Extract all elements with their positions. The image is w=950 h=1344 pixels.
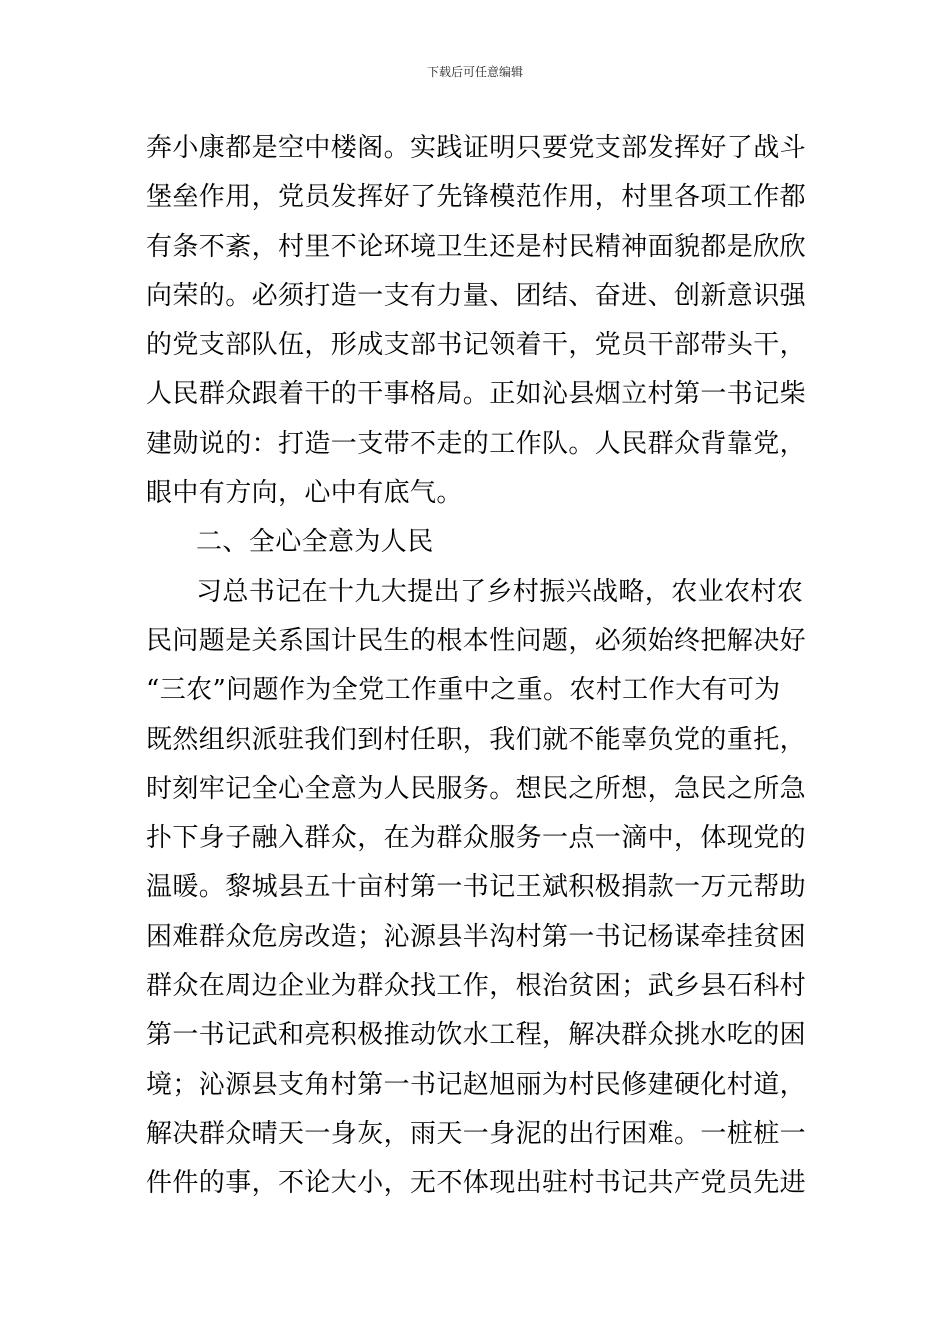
text-line-6: 人民群众跟着干的干事格局。正如沁县烟立村第一书记柴 — [146, 379, 807, 410]
text-line-20: 境；沁源县支角村第一书记赵旭丽为村民修建硬化村道， — [146, 1069, 807, 1100]
text-line-3: 有条不紊，村里不论环境卫生还是村民精神面貌都是欣欣 — [146, 231, 807, 262]
text-line-10: 习总书记在十九大提出了乡村振兴战略，农业农村农 — [196, 576, 804, 607]
text-line-8: 眼中有方向，心中有底气。 — [146, 478, 463, 509]
text-line-4: 向荣的。必须打造一支有力量、团结、奋进、创新意识强 — [146, 280, 807, 311]
document-body — [146, 124, 816, 1209]
text-line-16: 温暖。黎城县五十亩村第一书记王斌积极捐款一万元帮助 — [146, 872, 807, 903]
text-line-11: 民问题是关系国计民生的根本性问题，必须始终把解决好 — [146, 625, 807, 656]
text-line-15: 扑下身子融入群众，在为群众服务一点一滴中，体现党的 — [146, 823, 807, 854]
text-line-14: 时刻牢记全心全意为人民服务。想民之所想，急民之所急 — [146, 773, 807, 804]
text-line-12: “三农”问题作为全党工作重中之重。农村工作大有可为 — [146, 675, 781, 706]
text-line-13: 既然组织派驻我们到村任职，我们就不能辜负党的重托， — [146, 724, 807, 755]
text-line-21: 解决群众晴天一身灰，雨天一身泥的出行困难。一桩桩一 — [146, 1118, 807, 1149]
text-line-17: 困难群众危房改造；沁源县半沟村第一书记杨谋牵挂贫困 — [146, 921, 807, 952]
text-line-7: 建勋说的：打造一支带不走的工作队。人民群众背靠党， — [146, 428, 807, 459]
page-header: 下载后可任意编辑 — [426, 65, 523, 79]
text-line-1: 奔小康都是空中楼阁。实践证明只要党支部发挥好了战斗 — [146, 133, 807, 163]
text-line-22: 件件的事，不论大小，无不体现出驻村书记共产党员先进 — [146, 1168, 807, 1199]
text-line-5: 的党支部队伍，形成支部书记领着干，党员干部带头干， — [146, 330, 807, 361]
text-line-19: 第一书记武和亮积极推动饮水工程，解决群众挑水吃的困 — [146, 1020, 807, 1051]
section-heading: 二、全心全意为人民 — [196, 527, 434, 558]
text-line-18: 群众在周边企业为群众找工作，根治贫困；武乡县石科村 — [146, 971, 807, 1002]
text-line-2: 堡垒作用，党员发挥好了先锋模范作用，村里各项工作都 — [146, 182, 807, 213]
